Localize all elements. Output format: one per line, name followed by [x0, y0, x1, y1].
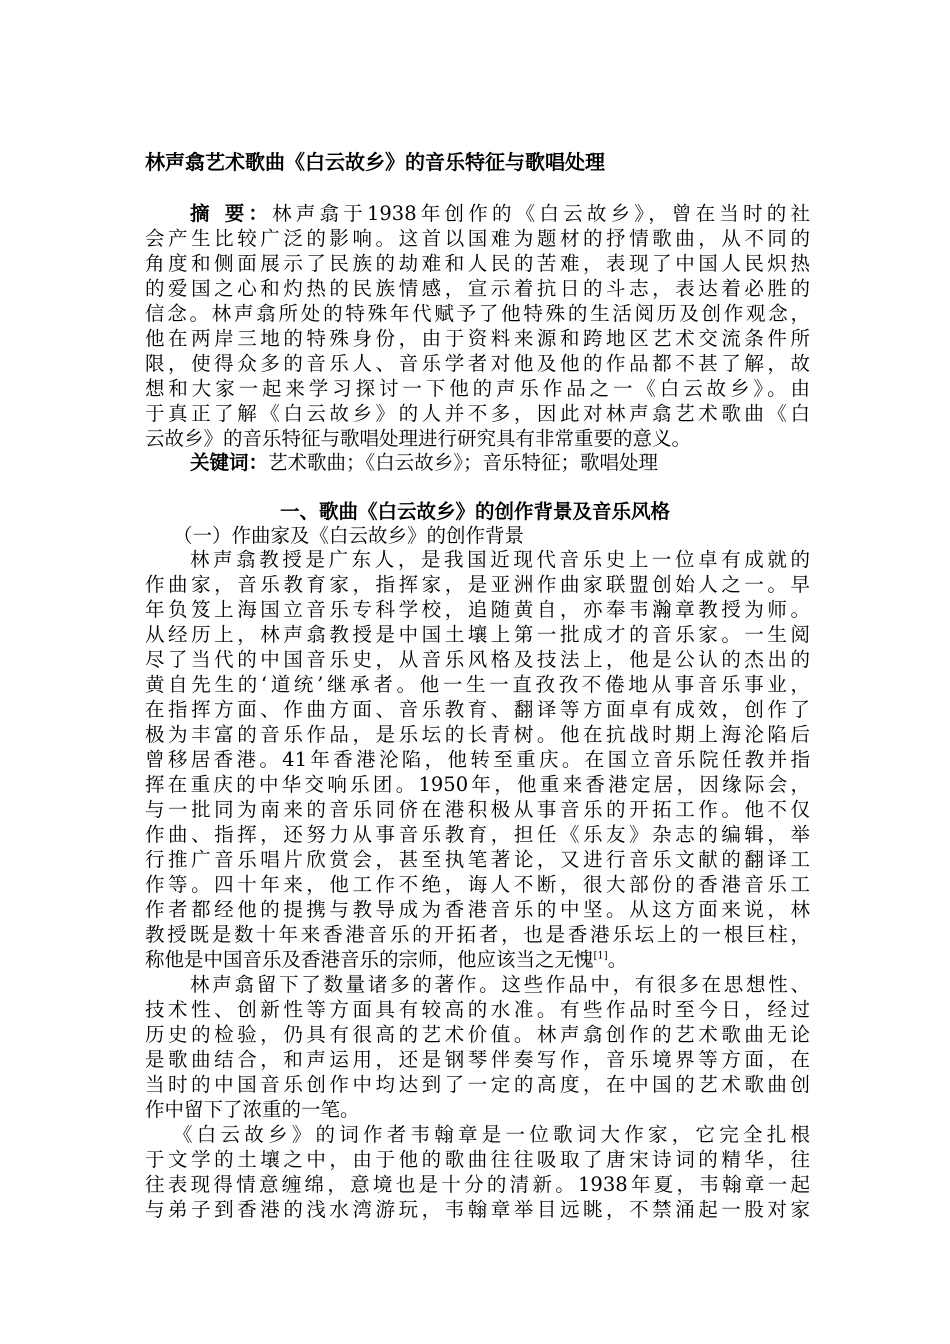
paragraph-line: 技术性、创新性等方面具有较高的水准。有些作品时至今日，经过 [145, 998, 810, 1021]
abstract-line: 角度和侧面展示了民族的劫难和人民的苦难，表现了中国人民炽热 [145, 252, 810, 275]
paragraph-line: 挥在重庆的中华交响乐团。1950年，他重来香港定居，因缘际会， [145, 773, 810, 796]
paragraph-line: 尽了当代的中国音乐史，从音乐风格及技法上，他是公认的杰出的 [145, 648, 810, 671]
keywords-line [145, 451, 810, 475]
paragraph-line: 作中留下了浓重的一笔。 [145, 1098, 360, 1121]
abstract-line [145, 202, 810, 226]
paragraph-line: 与弟子到香港的浅水湾游玩，韦翰章举目远眺，不禁涌起一股对家 [145, 1198, 810, 1221]
paragraph-line: 年负笈上海国立音乐专科学校，追随黄自，亦奉韦瀚章教授为师。 [145, 598, 810, 621]
paragraph-line: 从经历上，林声翕教授是中国土壤上第一批成才的音乐家。一生阅 [145, 623, 810, 646]
paragraph-line: 行推广音乐唱片欣赏会，甚至执笔著论，又进行音乐文献的翻译工 [145, 848, 810, 871]
paragraph-line: 《白云故乡》的词作者韦翰章是一位歌词大作家，它完全扎根 [173, 1123, 810, 1146]
keywords-label: 关键词： [190, 451, 269, 474]
citation-ref[interactable]: [1] [593, 950, 608, 962]
paragraph-line: 作等。四十年来，他工作不绝，诲人不断，很大部份的香港音乐工 [145, 873, 810, 896]
paragraph-line: 林声翕教授是广东人，是我国近现代音乐史上一位卓有成就的 [190, 548, 810, 571]
abstract-line: 限，使得众多的音乐人、音乐学者对他及他的作品都不甚了解，故 [145, 352, 810, 375]
paragraph-line: 在指挥方面、作曲方面、音乐教育、翻译等方面卓有成效，创作了 [145, 698, 810, 721]
paragraph-line: 当时的中国音乐创作中均达到了一定的高度，在中国的艺术歌曲创 [145, 1073, 810, 1096]
abstract-label: 摘 要： [190, 202, 273, 225]
paragraph-line: 曾移居香港。41年香港沦陷，他转至重庆。在国立音乐院任教并指 [145, 748, 810, 771]
paragraph-line: 作者都经他的提携与教导成为香港音乐的中坚。从这方面来说，林 [145, 898, 810, 921]
paragraph-line: 于文学的土壤之中，由于他的歌曲往往吸取了唐宋诗词的精华，往 [145, 1148, 810, 1171]
abstract-line: 信念。林声翕所处的特殊年代赋予了他特殊的生活阅历及创作观念， [145, 302, 810, 325]
abstract-text: 林声翕于1938年创作的《白云故乡》，曾在当时的社 [272, 202, 810, 225]
paragraph-line: 林声翕留下了数量诸多的著作。这些作品中，有很多在思想性、 [190, 973, 810, 996]
paragraph-line [145, 948, 810, 972]
paragraph-line: 与一批同为南来的音乐同侪在港积极从事音乐的开拓工作。他不仅 [145, 798, 810, 821]
paragraph-line: 往表现得情意缠绵，意境也是十分的清新。1938年夏，韦翰章一起 [145, 1173, 810, 1196]
abstract-line: 于真正了解《白云故乡》的人并不多，因此对林声翕艺术歌曲《白 [145, 402, 810, 425]
document-title: 林声翕艺术歌曲《白云故乡》的音乐特征与歌唱处理 [145, 150, 605, 174]
paragraph-line: 历史的检验，仍具有很高的艺术价值。林声翕创作的艺术歌曲无论 [145, 1023, 810, 1046]
subsection-heading: （一）作曲家及《白云故乡》的创作背景 [173, 524, 525, 547]
abstract-line: 会产生比较广泛的影响。这首以国难为题材的抒情歌曲，从不同的 [145, 227, 810, 250]
abstract-line: 想和大家一起来学习探讨一下他的声乐作品之一《白云故乡》。由 [145, 377, 810, 400]
paragraph-line: 黄自先生的‘道统’继承者。他一生一直孜孜不倦地从事音乐事业， [145, 673, 810, 696]
paragraph-text: 。 [607, 948, 628, 971]
paragraph-line: 极为丰富的音乐作品，是乐坛的长青树。他在抗战时期上海沦陷后 [145, 723, 810, 746]
paragraph-line: 教授既是数十年来香港音乐的开拓者，也是香港乐坛上的一根巨柱， [145, 923, 810, 946]
paragraph-line: 作曲家，音乐教育家，指挥家，是亚洲作曲家联盟创始人之一。早 [145, 573, 810, 596]
abstract-line: 他在两岸三地的特殊身份，由于资料来源和跨地区艺术交流条件所 [145, 327, 810, 350]
paragraph-text: 称他是中国音乐及香港音乐的宗师，他应该当之无愧 [145, 948, 594, 971]
section-heading: 一、歌曲《白云故乡》的创作背景及音乐风格 [280, 500, 671, 523]
keywords-text: 艺术歌曲；《白云故乡》；音乐特征；歌唱处理 [268, 451, 659, 474]
paragraph-line: 是歌曲结合，和声运用，还是钢琴伴奏写作，音乐境界等方面，在 [145, 1048, 810, 1071]
abstract-line: 的爱国之心和灼热的民族情感，宣示着抗日的斗志，表达着必胜的 [145, 277, 810, 300]
paragraph-line: 作曲、指挥，还努力从事音乐教育，担任《乐友》杂志的编辑，举 [145, 823, 810, 846]
abstract-line: 云故乡》的音乐特征与歌唱处理进行研究具有非常重要的意义。 [145, 427, 692, 450]
